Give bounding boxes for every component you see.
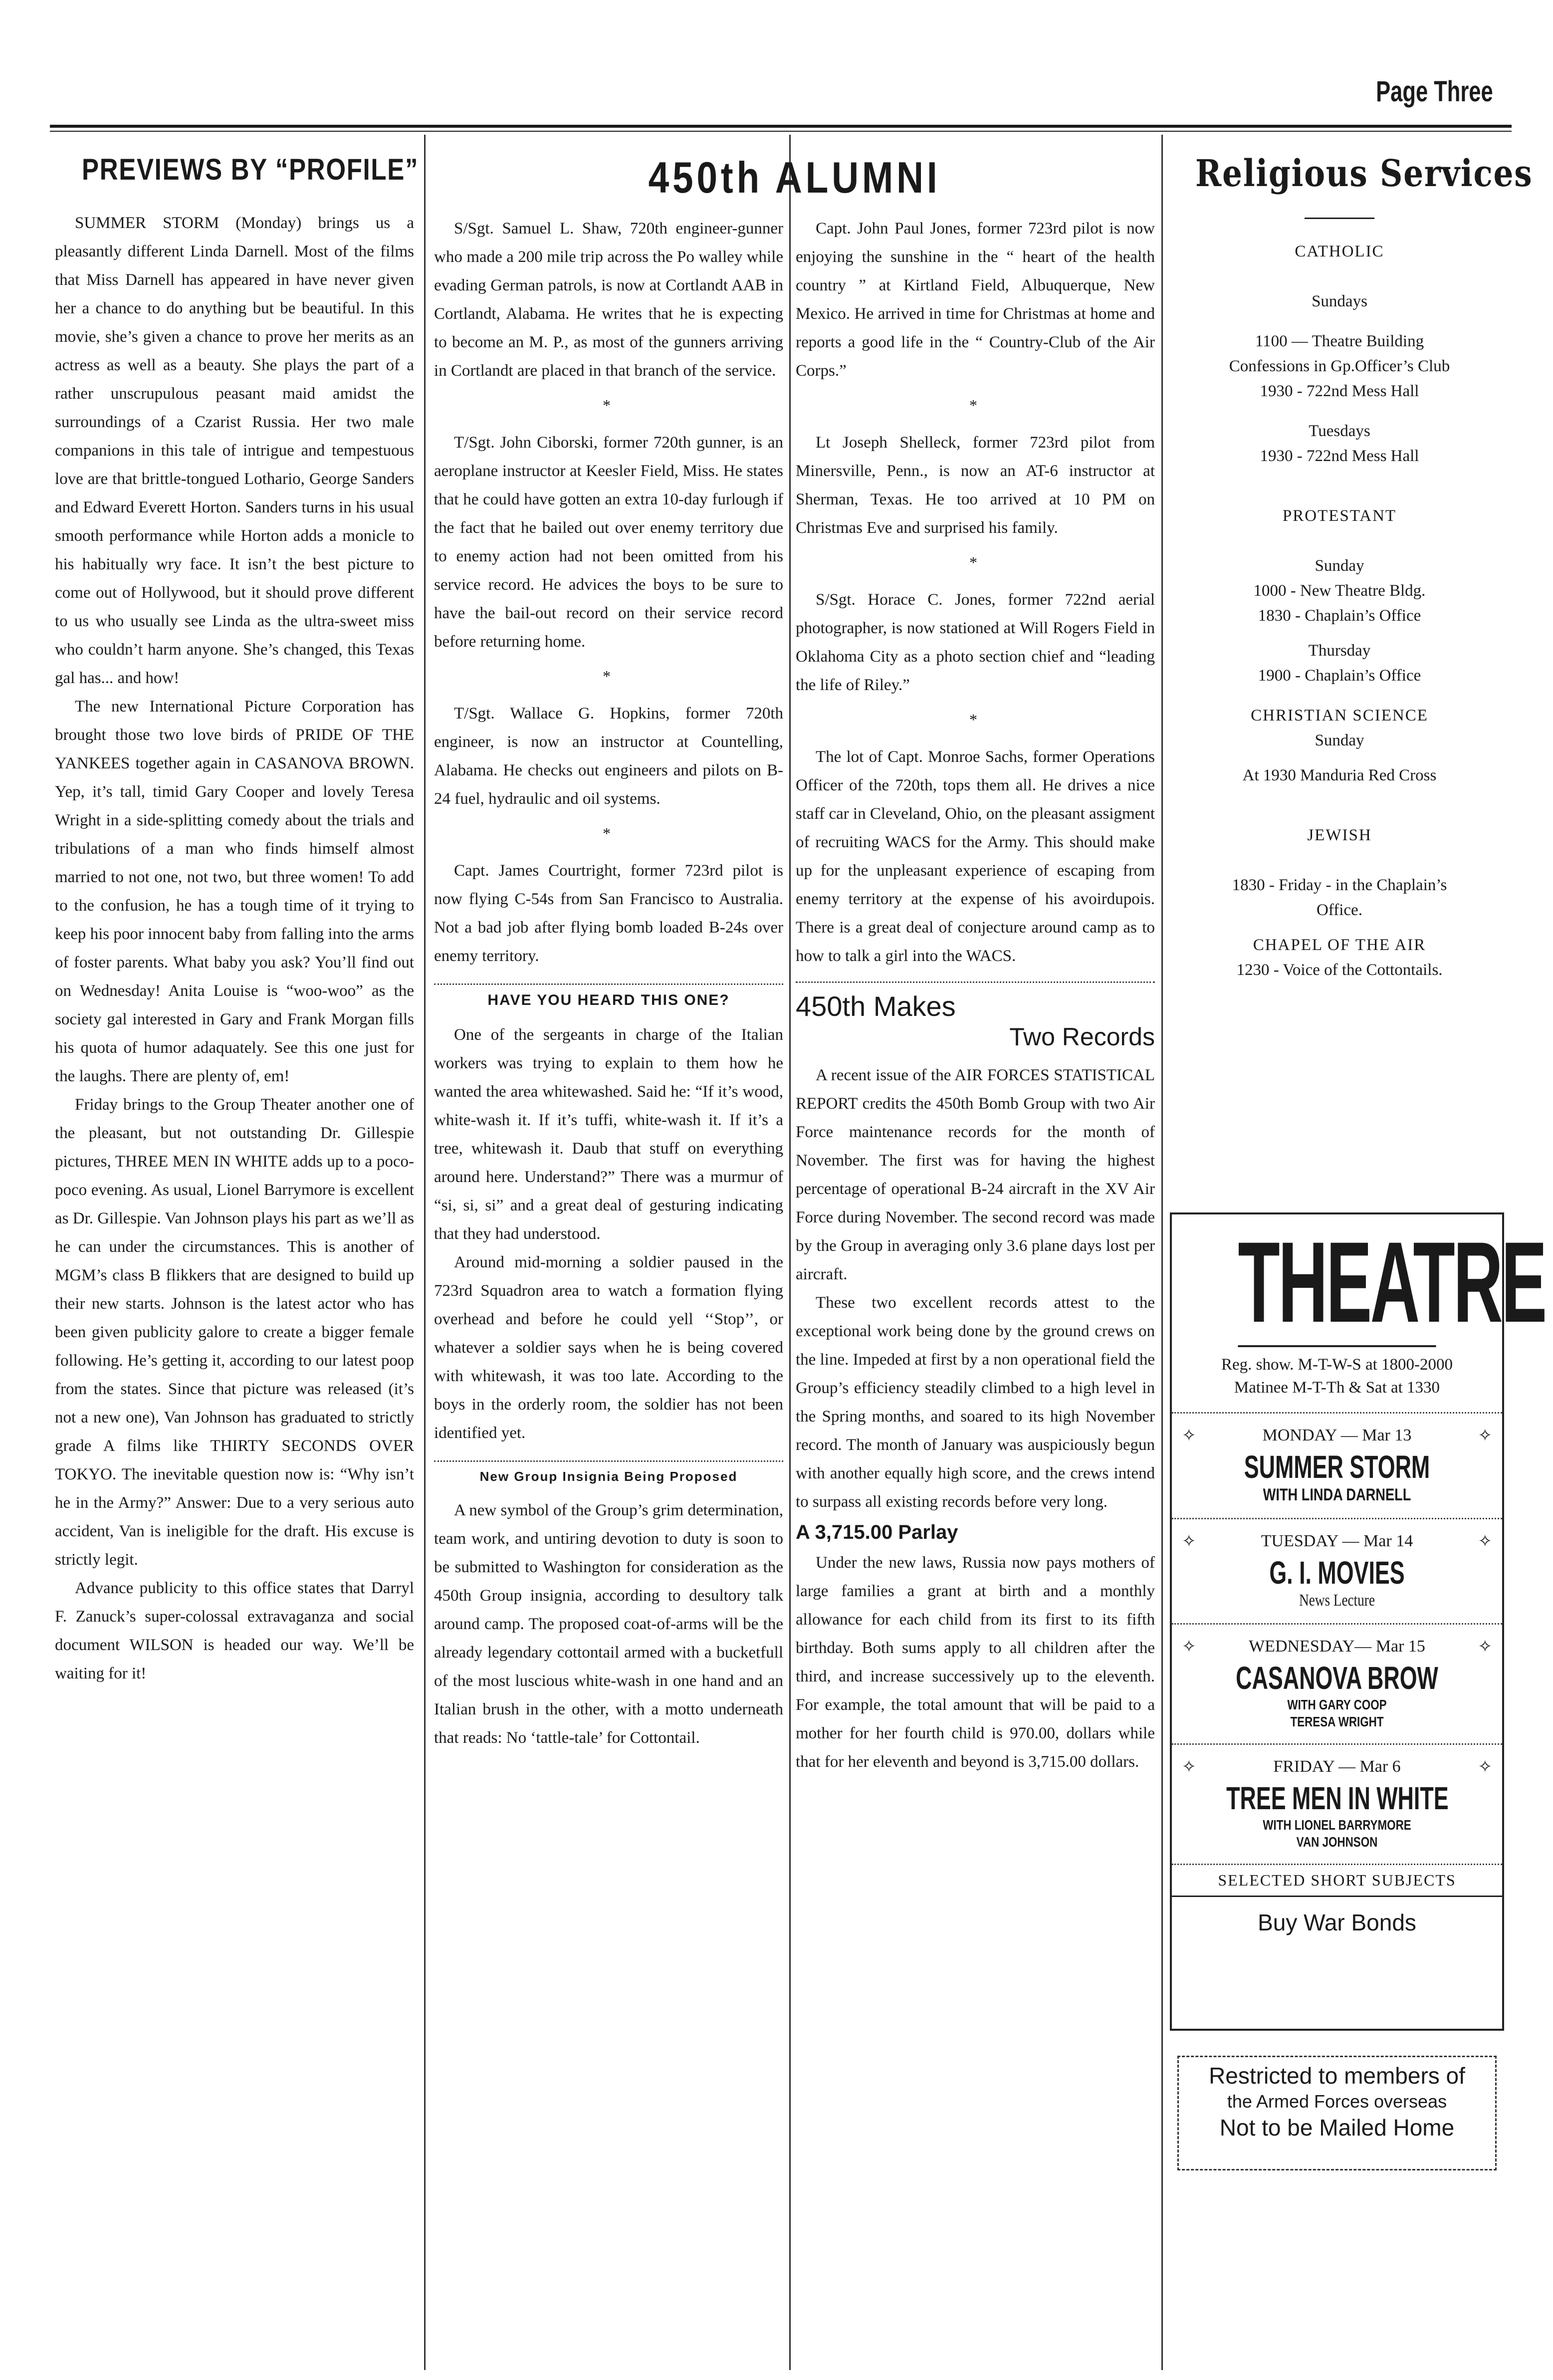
alumni-item: Capt. John Paul Jones, former 723rd pilot is now enjoying the sunshine in the “ heart of the health country ” at Kirtland Field, Albuquerque, New Mexico. He arrived in time for Christmas at home and reports a good life in the “ Country-Club of the Air Corps.”	[796, 220, 1155, 380]
separator-stars: *	[603, 824, 615, 842]
ornament-icon: ✧	[1182, 1758, 1196, 1776]
column-divider	[424, 135, 426, 2370]
service-line: Thursday	[1308, 642, 1371, 660]
ornament-icon: ✧	[1478, 1758, 1492, 1776]
alumni-item: Lt Joseph Shelleck, former 723rd pilot from Minersville, Penn., is now an AT-6 instructor at Sherman, Texas. He too arrived at 10 PM on Christmas Eve and surprised his family.	[796, 434, 1155, 537]
service-line: At 1930 Manduria Red Cross	[1242, 766, 1437, 784]
denomination-catholic: CATHOLIC	[1295, 242, 1384, 260]
records-subtitle: Two Records	[1009, 1023, 1155, 1051]
showing-date: WEDNESDAY— Mar 15	[1249, 1637, 1425, 1656]
alumni-item: T/Sgt. John Ciborski, former 720th gunner, is an aeroplane instructor at Keesler Field, Miss. He states that he could have gotten an extra 10-day furlough if the fact that he bailed out over enemy territory due to enemy action had not been omitted from his service record. He advices the boys to be sure to have the bail-out record on their service record before returning home.	[434, 434, 783, 651]
ornament-icon: ✧	[1182, 1427, 1196, 1445]
alumni-item: S/Sgt. Samuel L. Shaw, 720th engineer-gunner who made a 200 mile trip across the Po walley while evading German patrols, is now at Cortlandt AAB in Cortlandt, Alabama. He writes that he is expecting to become an M. P., as most of the gunners arriving in Cortlandt are placed in that branch of the service.	[434, 220, 783, 380]
column-divider	[789, 135, 791, 2370]
denomination-jewish: JEWISH	[1307, 826, 1372, 844]
restricted-notice	[1177, 2056, 1497, 2170]
ornament-icon: ✧	[1478, 1638, 1492, 1656]
denomination-christian-science: CHRISTIAN SCIENCE	[1251, 707, 1428, 724]
service-line: 1000 - New Theatre Bldg.	[1253, 582, 1426, 600]
previews-paragraph: Advance publicity to this office states that Darryl F. Zanuck’s super-colossal extravaganza and social document WILSON is headed our way. We’ll be waiting for it!	[55, 1579, 414, 1682]
service-line: 1930 - 722nd Mess Hall	[1260, 382, 1419, 400]
section-divider	[434, 983, 783, 985]
service-line: Sunday	[1315, 731, 1364, 749]
service-line: Sundays	[1312, 292, 1367, 310]
separator-stars: *	[969, 553, 981, 571]
movie-title: CASANOVA BROW	[1236, 1660, 1438, 1696]
records-title: 450th Makes	[796, 990, 956, 1022]
insignia-heading: New Group Insignia Being Proposed	[479, 1469, 738, 1484]
schedule-line: Reg. show. M-T-W-S at 1800-2000	[1221, 1356, 1453, 1374]
service-line: 1830 - Friday - in the Chaplain’s Office.	[1232, 876, 1447, 919]
showing-day	[1179, 1637, 1495, 1657]
ornament-icon: ✧	[1478, 1532, 1492, 1551]
showing-day	[1179, 1531, 1495, 1551]
ornament-icon: ✧	[1182, 1638, 1196, 1656]
alumni-item: T/Sgt. Wallace G. Hopkins, former 720th engineer, is now an instructor at Countelling, Alabama. He checks out engineers and pilots on B-24 fuel, hydraulic and oil systems.	[434, 705, 783, 808]
parlay-text: Under the new laws, Russia now pays mothers of large families a grant at birth and a monthly allowance for each child from its first to its fifth birthday. Both sums apply to all children after the third, and increase successively up to the eleventh. For example, the total amount that will be paid to a mother for her fourth child is 970.00, dollars while that for her eleventh and beyond is 3,715.00 dollars.	[796, 1554, 1155, 1771]
restricted-line: Restricted to members of	[1209, 2063, 1465, 2089]
movie-star: WITH GARY COOP	[1287, 1697, 1387, 1712]
separator-stars: *	[603, 667, 615, 685]
alumni-item: S/Sgt. Horace C. Jones, former 722nd aerial photographer, is now stationed at Will Rogers Field in Oklahoma City as a photo section chief and “leading the life of Riley.”	[796, 591, 1155, 694]
heading-rule	[1305, 218, 1374, 219]
movie-star: WITH LIONEL BARRYMORE	[1263, 1817, 1411, 1833]
separator-stars: *	[969, 396, 981, 414]
service-line: 1230 - Voice of the Cottontails.	[1236, 961, 1443, 979]
theatre-box	[1170, 1212, 1546, 2031]
restricted-line: the Armed Forces overseas	[1227, 2091, 1447, 2112]
denomination-chapel-air: CHAPEL OF THE AIR	[1253, 936, 1426, 954]
theatre-divider	[1172, 1743, 1502, 1745]
showing-day	[1179, 1757, 1495, 1777]
previews-body	[55, 209, 414, 1688]
movie-star: News Lecture	[1299, 1591, 1375, 1610]
section-divider	[796, 981, 1155, 983]
movie-costar: VAN JOHNSON	[1296, 1834, 1378, 1850]
previews-paragraph: The new International Picture Corporation has brought those two love birds of PRIDE OF THE YANKEES together again in CASANOVA BROWN. Yep, it’s tall, timid Gary Cooper and lovely Teresa Wright in a side-splitting comedy about the trials and tribulations of a man who finds himself almost married to not one, not two, but three women! To add to the confusion, he has a tough time of it trying to keep his poor innocent baby from falling into the arms of foster parents. What baby you ask? You’ll find out on Wednesday! Anita Louise is “woo-woo” as the society gal interested in Gary and Frank Morgan fills his quota of humor adaquately. See this one just for the laughs. There are plenty of, em!	[55, 698, 414, 1085]
alumni-heading: 450th ALUMNI	[648, 153, 941, 202]
denomination-protestant: PROTESTANT	[1282, 507, 1397, 525]
previews-paragraph: Friday brings to the Group Theater another one of the pleasant, but not outstanding Dr. Gillespie pictures, THREE MEN IN WHITE adds up to a poco-poco evening. As usual, Lionel Barrymore is excellent as Dr. Gillespie. Van Johnson plays his part as we’ll as he can under the circumstances. This is another of MGM’s class B flikkers that are designed to build up their new starts. Johnson is the latest actor who has been given publicity galore to create a bigger female following. He’s getting it, according to our latest poop from the states. Since that picture was released (it’s not a new one), Van Johnson has graduated to strictly grade A films like THIRTY SECONDS OVER TOKYO. The inevitable question now is: “Why isn’t he in the Army?” Answer: Due to a very serious auto accident, Van is ineligible for the draft. His excuse is strictly legit.	[55, 1096, 414, 1569]
showing-day	[1179, 1426, 1495, 1445]
restricted-line: Not to be Mailed Home	[1219, 2115, 1455, 2141]
records-paragraph: A recent issue of the AIR FORCES STATISTICAL REPORT credits the 450th Bomb Group with two Air Force maintenance records for the month of November. The first was for having the highest percentage of operational B-24 aircraft in the XV Air Force during November. The second record was made by the Group in averaging only 3.6 plane days lost per aircraft.	[796, 1066, 1155, 1283]
service-line: 1830 - Chaplain’s Office	[1258, 607, 1421, 625]
showing-date: MONDAY — Mar 13	[1262, 1426, 1412, 1444]
parlay-title: A 3,715.00 Parlay	[796, 1521, 958, 1543]
previews-column	[55, 140, 419, 1688]
schedule-line: Matinee M-T-Th & Sat at 1330	[1234, 1379, 1440, 1397]
movie-title: SUMMER STORM	[1244, 1449, 1430, 1485]
records-paragraph: These two excellent records attest to the exceptional work being done by the ground crews on the line. Impeded at first by a non operational field the Group’s efficiency steadily climbed to a high level in the Spring months, and soared to its high November record. The month of January was auspiciously begun with another equally high score, and the crews intend to surpass all existing records before very long.	[796, 1294, 1155, 1511]
showing-date: TUESDAY — Mar 14	[1261, 1532, 1413, 1550]
service-line: 1930 - 722nd Mess Hall	[1260, 447, 1419, 465]
heard-paragraph: Around mid-morning a soldier paused in the 723rd Squadron area to watch a formation flying overhead and before he could yell ‘‘Stop’’, or whatever a soldier says when he is being covered with whitewash, it was too late. According to the boys in the orderly room, the soldier has not been identified yet.	[434, 1253, 783, 1442]
theatre-divider	[1172, 1518, 1502, 1519]
masthead-rule	[50, 125, 1512, 128]
religious-heading: Religious Services	[1195, 152, 1533, 195]
movie-star: WITH LINDA DARNELL	[1263, 1485, 1411, 1504]
theatre-divider	[1172, 1623, 1502, 1625]
war-bonds-slogan: Buy War Bonds	[1258, 1909, 1416, 1935]
heard-paragraph: One of the sergeants in charge of the Italian workers was trying to explain to them how he wanted the area whitewashed. Said he: “If it’s wood, white-wash it. If it’s tuffi, white-wash it. If it’s a tree, whitewash it. Daub that stuff on everything around here. Understand?” There was a murmur of “si, si, si” and a great deal of gesturing indicating that they had understood.	[434, 1026, 783, 1243]
masthead-rule-thin	[50, 131, 1512, 132]
alumni-item: The lot of Capt. Monroe Sachs, former Operations Officer of the 720th, tops them all. He drives a nice staff car in Cleveland, Ohio, on the pleasant assigment of recruiting WACS for the Army. This should make up for the unpleasant experience of escaping from enemy territory at the expense of his avoirdupois. There is a great deal of conjecture around camp as to how to talk a girl into the WACS.	[796, 748, 1155, 965]
service-line: Tuesdays	[1309, 422, 1370, 440]
theatre-divider	[1172, 1412, 1502, 1414]
movie-title: TREE MEN IN WHITE	[1226, 1780, 1449, 1816]
service-line: 1900 - Chaplain’s Office	[1258, 667, 1421, 685]
religious-listing	[1170, 239, 1509, 982]
service-line: Confessions in Gp.Officer’s Club	[1229, 357, 1450, 375]
religious-column	[1170, 140, 1533, 982]
showing-date: FRIDAY — Mar 6	[1273, 1757, 1401, 1776]
section-divider	[434, 1460, 783, 1462]
ornament-icon: ✧	[1182, 1532, 1196, 1551]
alumni-column-left	[434, 215, 783, 1752]
alumni-item: Capt. James Courtright, former 723rd pilot is now flying C-54s from San Francisco to Australia. Not a bad job after flying bomb loaded B-24s over enemy territory.	[434, 862, 783, 965]
service-line: 1100 — Theatre Building	[1255, 332, 1424, 350]
previews-heading: PREVIEWS BY “PROFILE”	[82, 153, 419, 186]
movie-title: G. I. MOVIES	[1269, 1555, 1405, 1591]
previews-paragraph: SUMMER STORM (Monday) brings us a pleasantly different Linda Darnell. Most of the films that Miss Darnell has appeared in have never given her a chance to do anything but be beautiful. In this movie, she’s given a chance to prove her merits as an actress as well as a beauty. She plays the part of a rather unscrupulous peasant maid amidst the surroundings of a Czarist Russia. Her two male companions in this tale of intrigue and tempestuous love are that brittle-tongued Lothario, George Sanders and Edward Everett Horton. Sanders turns in his usual smooth performance while Horton adds a monicle to his habitually wry face. It isn’t the best picture to come out of Hollywood, but it should prove different to us who usually see Linda as the ultra-sweet miss who couldn’t harm anyone. She’s changed, this Texas gal has... and how!	[55, 214, 414, 687]
selected-short-subjects: SELECTED SHORT SUBJECTS	[1172, 1865, 1502, 1897]
insignia-text: A new symbol of the Group’s grim determination, team work, and untiring devotion to duty is soon to be submitted to Washington for consideration as the 450th Group insignia, according to desultory talk around camp. The proposed coat-of-arms will be the already legendary cottontail armed with a bucketfull of the most luscious white-wash in one hand and an Italian brush in the other, with a motto underneath that reads: No ‘tattle-tale’ for Cottontail.	[434, 1501, 783, 1747]
alumni-column-right	[796, 215, 1155, 1776]
separator-stars: *	[603, 396, 615, 414]
page-number: Page Three	[1376, 75, 1493, 108]
service-line: Sunday	[1315, 557, 1364, 575]
movie-costar: TERESA WRIGHT	[1290, 1714, 1384, 1729]
heard-heading: HAVE YOU HEARD THIS ONE?	[487, 992, 730, 1008]
theatre-title: THEATRE	[1238, 1218, 1546, 1346]
separator-stars: *	[969, 711, 981, 728]
column-divider	[1161, 135, 1163, 2370]
ornament-icon: ✧	[1478, 1427, 1492, 1445]
